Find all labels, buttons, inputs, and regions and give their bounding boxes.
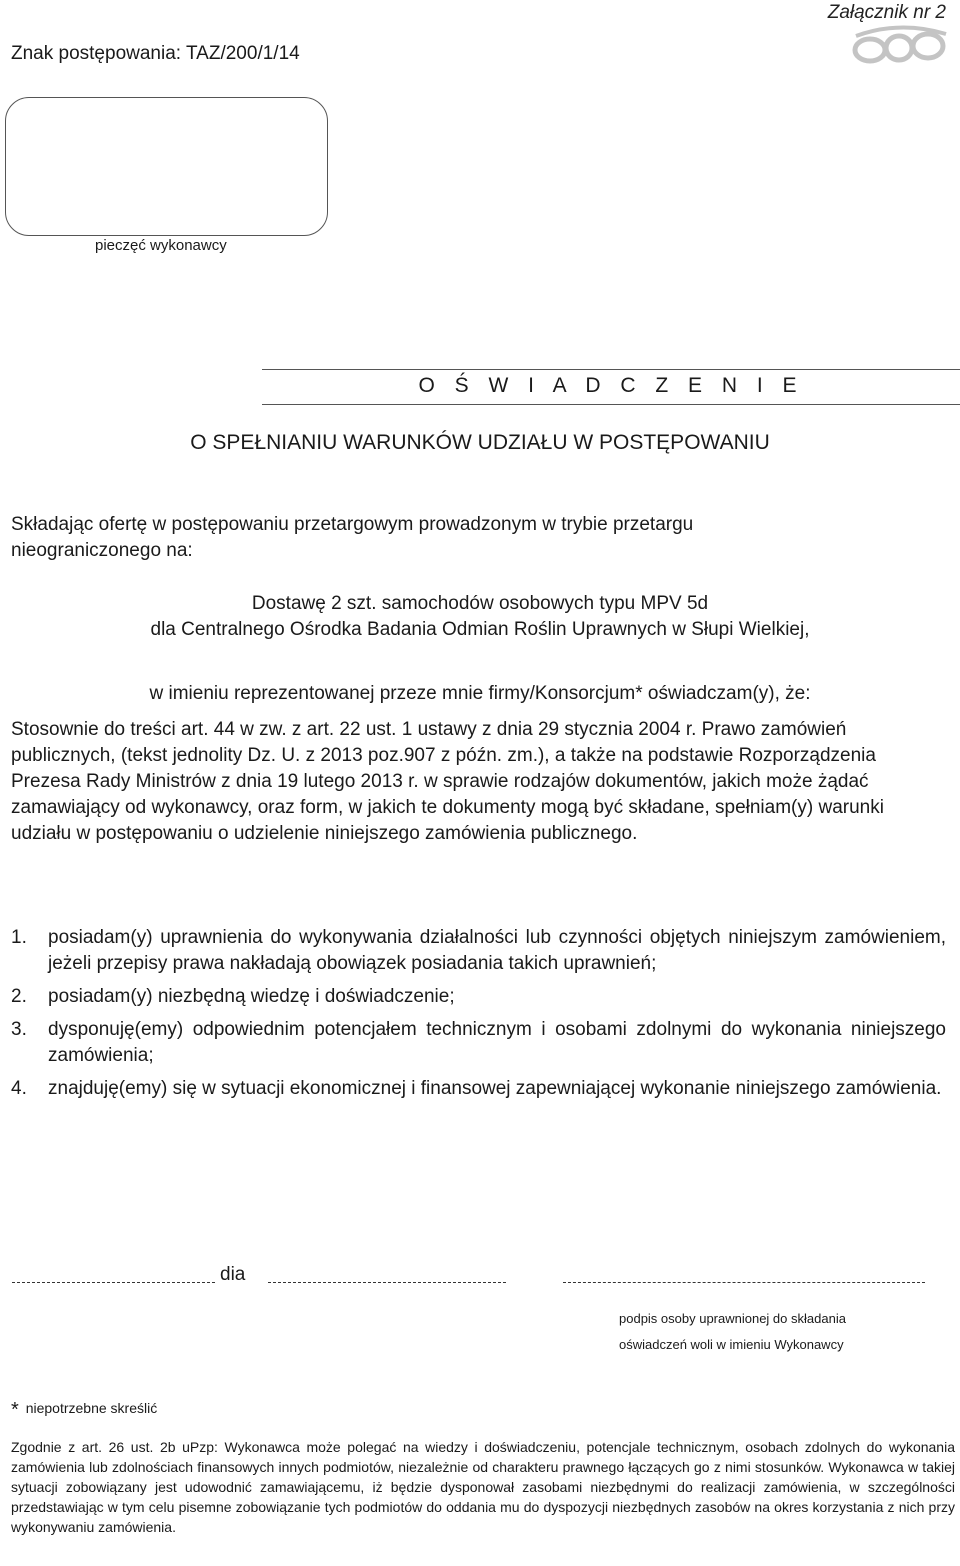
title-rule-top xyxy=(262,369,960,370)
intro-line-1: Składając ofertę w postępowaniu przetargowym prowadzonym w trybie przetargu xyxy=(11,514,694,535)
list-item xyxy=(11,984,946,1010)
footnote xyxy=(11,1399,157,1422)
footnote-text: niepotrzebne skreślić xyxy=(25,1400,158,1416)
date-label: dia xyxy=(220,1264,246,1285)
legal-footer-paragraph: Zgodnie z art. 26 ust. 2b uPzp: Wykonawca może polegać na wiedzy i doświadczeniu, potencjale technicznym, osobach zdolnych do wykonania zamówienia lub zdolnościach finansowych innych podmiotów, niezależnie od charakteru prawnego łączących go z nimi stosunków. Wykonawca w takiej sytuacji zobowiązany jest udowodnić zamawiającemu, iż będzie dysponował zasobami niezbędnymi do realizacji zamówienia, w szczególności przedstawiając w tym celu pisemne zobowiązanie tych podmiotów do oddania mu do dyspozycji niezbędnych zasobów na okres korzystania z nich przy wykonywaniu zamówienia. xyxy=(11,1439,955,1535)
intro-paragraph xyxy=(11,512,941,564)
list-item-text: posiadam(y) niezbędną wiedzę i doświadczenie; xyxy=(48,986,455,1007)
list-item xyxy=(11,1076,946,1102)
signature-dotted-line xyxy=(563,1282,925,1283)
legal-basis-paragraph: Stosownie do treści art. 44 w zw. z art. 22 ust. 1 ustawy z dnia 29 stycznia 2004 r. Prawo zamówień publicznych, (tekst jednolity Dz. U. z 2013 poz.907 z późn. zm.), a także na podstawie Rozporządzenia Prezesa Rady Ministrów z dnia 19 lutego 2013 r. w sprawie rodzajów dokumentów, jakich może żądać zamawiający od wykonawcy, oraz form, w jakich te dokumenty mogą być składane, spełniam(y) warunki udziału w postępowaniu o udzielenie niniejszego zamówienia publicznego. xyxy=(11,719,884,844)
case-number: Znak postępowania: TAZ/200/1/14 xyxy=(11,43,300,64)
list-item-number: 3. xyxy=(11,1019,27,1040)
intro-line-2: nieograniczonego na: xyxy=(11,540,193,561)
subject-line-1: Dostawę 2 szt. samochodów osobowych typu MPV 5d xyxy=(251,593,709,614)
place-dotted-line xyxy=(12,1282,215,1283)
list-item xyxy=(11,925,946,977)
date-dotted-line xyxy=(268,1282,506,1283)
declaration-statement: w imieniu reprezentowanej przeze mnie firmy/Konsorcjum* oświadczam(y), że: xyxy=(149,683,811,704)
list-item-text: znajduję(emy) się w sytuacji ekonomicznej i finansowej zapewniającej wykonanie niniejszego zamówienia. xyxy=(48,1078,942,1099)
coboru-logo-icon xyxy=(850,24,950,68)
list-item-number: 2. xyxy=(11,986,27,1007)
stamp-box xyxy=(5,97,328,236)
signature-caption-line-2: oświadczeń woli w imieniu Wykonawcy xyxy=(619,1337,844,1352)
document-subtitle: O SPEŁNIANIU WARUNKÓW UDZIAŁU W POSTĘPOWANIU xyxy=(190,431,770,454)
attachment-label: Załącznik nr 2 xyxy=(827,2,946,23)
stamp-label: pieczęć wykonawcy xyxy=(95,237,227,254)
signature-caption-line-1: podpis osoby uprawnionej do składania xyxy=(619,1311,846,1326)
footnote-asterisk: * xyxy=(11,1399,19,1421)
list-item-number: 4. xyxy=(11,1078,27,1099)
list-item xyxy=(11,1017,946,1069)
list-item-number: 1. xyxy=(11,927,27,948)
list-item-text: posiadam(y) uprawnienia do wykonywania działalności lub czynności objętych niniejszym zamówieniem, jeżeli przepisy prawa nakładają obowiązek posiadania takich uprawnień; xyxy=(48,927,946,974)
list-item-text: dysponuję(emy) odpowiednim potencjałem technicznym i osobami zdolnymi do wykonania niniejszego zamówienia; xyxy=(48,1019,946,1066)
document-title: O Ś W I A D C Z E N I E xyxy=(418,374,804,397)
subject-line-2: dla Centralnego Ośrodka Badania Odmian Roślin Uprawnych w Słupi Wielkiej, xyxy=(150,619,810,640)
conditions-list xyxy=(11,925,946,1109)
title-rule-bottom xyxy=(262,404,960,405)
tender-subject xyxy=(0,591,960,643)
